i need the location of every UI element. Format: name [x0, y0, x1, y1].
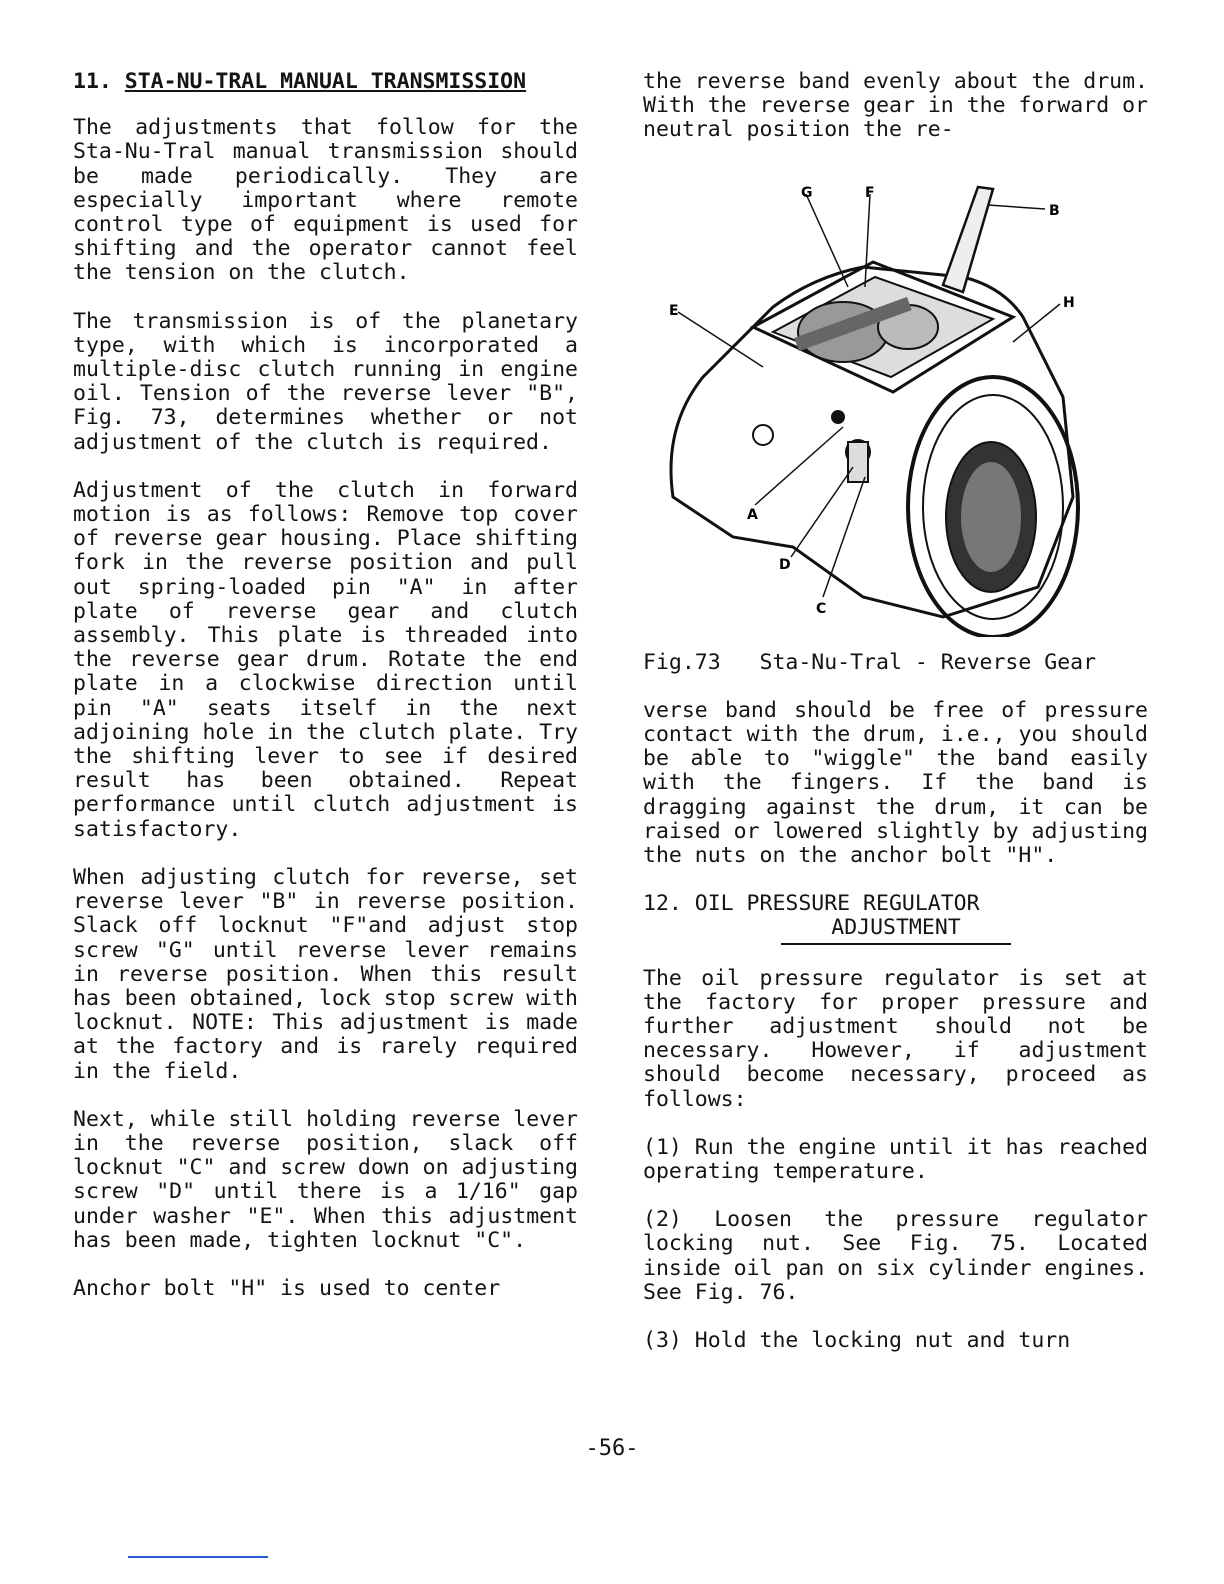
figure-label-f: F	[865, 184, 875, 201]
section-12-title-line1: 12. OIL PRESSURE REGULATOR	[643, 891, 980, 917]
figure-label-g: G	[801, 184, 813, 201]
figure-73-reverse-gear	[643, 167, 1148, 637]
figure-label-h: H	[1063, 294, 1075, 311]
paragraph-regulator-intro: The oil pressure regulator is set at the factory for proper pressure and further adjustment should not be necessary. However, if adjustment should become necessary, proceed as follows:	[643, 965, 1148, 1112]
paragraph-locknut-c: Next, while still holding reverse lever in the reverse position, slack off locknut "C" and screw down on adjusting screw "D" until there is a 1/16" gap under washer "E". When this adjustment has been made, tighten locknut "C".	[73, 1106, 578, 1253]
transmission-illustration	[643, 167, 1148, 637]
paragraph-reverse-adjustment: When adjusting clutch for reverse, set reverse lever "B" in reverse position. Slack off locknut "F"and adjust stop screw "G" until reverse lever remains in reverse position. When this result has been obtained, lock stop screw with locknut. NOTE: This adjustment is made at the factory and is rarely required in the field.	[73, 864, 578, 1084]
left-column	[73, 70, 578, 1325]
figure-label-d: D	[779, 556, 791, 573]
right-column	[643, 70, 1148, 1377]
step-1: (1) Run the engine until it has reached operating temperature.	[643, 1134, 1148, 1185]
section-11-number: 11.	[73, 69, 112, 94]
section-11-heading	[73, 70, 578, 94]
paragraph-planetary: The transmission is of the planetary type, with which is incorporated a multiple-disc clutch running in engine oil. Tension of the reverse lever "B", Fig. 73, determines whether or not adjustment of the clutch is required.	[73, 308, 578, 455]
step-3: (3) Hold the locking nut and turn	[643, 1328, 1071, 1354]
paragraph-intro: The adjustments that follow for the Sta-Nu-Tral manual transmission should be made periodically. They are especially important where remote control type of equipment is used for shifting and the operator cannot feel the tension on the clutch.	[73, 115, 578, 286]
paragraph-continuation: the reverse band evenly about the drum. With the reverse gear in the forward or neutral position the re-	[643, 69, 1148, 143]
paragraph-anchor-bolt: Anchor bolt "H" is used to center	[73, 1275, 501, 1301]
page-number: -56-	[585, 1436, 639, 1461]
footer-rule	[128, 1556, 268, 1558]
figure-label-a: A	[747, 506, 758, 523]
paragraph-reverse-band: verse band should be free of pressure contact with the drum, i.e., you should be able to "wiggle" the band easily with the fingers. If the band is dragging against the drum, it can be raised or lowered slightly by adjusting the nuts on the anchor bolt "H".	[643, 697, 1148, 869]
section-12-title-line2: ADJUSTMENT	[781, 916, 1011, 944]
figure-73-caption: Fig.73 Sta-Nu-Tral - Reverse Gear	[643, 649, 1097, 675]
figure-label-b: B	[1049, 202, 1060, 219]
section-12-heading	[643, 892, 1148, 944]
paragraph-forward-adjustment: Adjustment of the clutch in forward motion is as follows: Remove top cover of reverse gear housing. Place shifting fork in the reverse position and pull out spring-loaded pin "A" in after plate of reverse gear and clutch assembly. This plate is threaded into the reverse gear drum. Rotate the end plate in a clockwise direction until pin "A" seats itself in the next adjoining hole in the clutch plate. Try the shifting lever to see if desired result has been obtained. Repeat performance until clutch adjustment is satisfactory.	[73, 477, 578, 842]
section-11-title: STA-NU-TRAL MANUAL TRANSMISSION	[124, 69, 527, 94]
step-2: (2) Loosen the pressure regulator locking nut. See Fig. 75. Located inside oil pan on six cylinder engines. See Fig. 76.	[643, 1207, 1148, 1305]
figure-label-e: E	[669, 302, 679, 319]
figure-label-c: C	[816, 600, 827, 617]
